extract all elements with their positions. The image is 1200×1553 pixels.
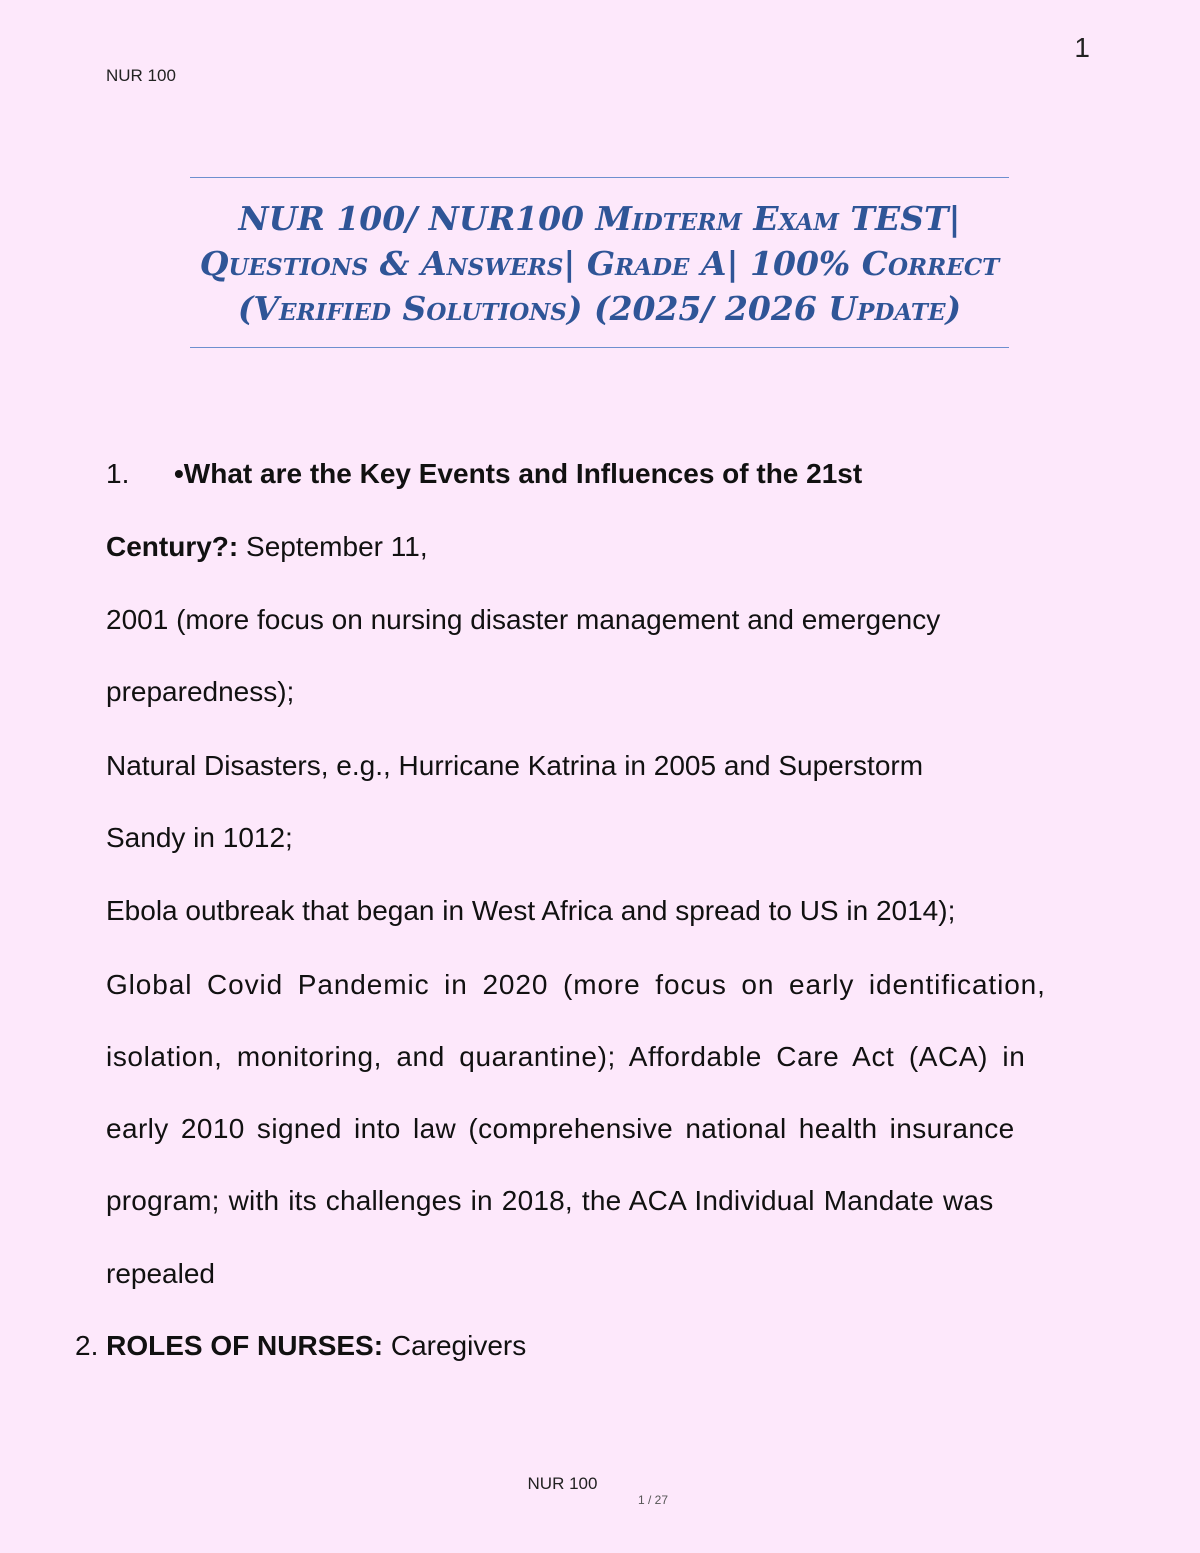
page-indicator: 1 / 27 xyxy=(637,1493,669,1507)
answer-1-line: isolation, monitoring, and quarantine); Affordable Care Act (ACA) in xyxy=(106,1041,1026,1072)
question-1-number: 1. xyxy=(106,458,130,489)
question-1-text: •What are the Key Events and Influences of the 21st xyxy=(174,458,863,489)
title-line-3: (Verified Solutions) (2025/ 2026 Update) xyxy=(237,289,962,328)
answer-1-line: repealed xyxy=(106,1258,215,1289)
question-2-number: 2. xyxy=(75,1330,99,1361)
answer-1-line: Global Covid Pandemic in 2020 (more focus on early identification, xyxy=(106,969,1046,1000)
running-footer: NUR 100 xyxy=(527,1474,598,1493)
answer-2: Caregivers xyxy=(383,1330,527,1361)
answer-1-line: early 2010 signed into law (comprehensive national health insurance xyxy=(106,1113,1015,1144)
answer-1-line: Natural Disasters, e.g., Hurricane Katrina in 2005 and Superstorm xyxy=(106,750,924,781)
question-2-text: ROLES OF NURSES: xyxy=(106,1330,384,1361)
title-bottom-rule xyxy=(190,347,1009,348)
answer-1-line: preparedness); xyxy=(106,676,295,707)
answer-1-line: program; with its challenges in 2018, the ACA Individual Mandate was xyxy=(106,1185,994,1216)
page-number: 1 xyxy=(1074,32,1090,63)
title-top-rule xyxy=(190,177,1009,178)
question-1-text-end: Century?: xyxy=(106,531,239,562)
question-1-continued xyxy=(106,531,428,563)
document-title xyxy=(190,196,1009,331)
title-line-2: Questions & Answers| Grade A| 100% Correct xyxy=(199,244,1000,283)
answer-1-start: September 11, xyxy=(238,531,428,562)
title-line-1: NUR 100/ NUR100 Midterm Exam TEST| xyxy=(238,199,961,238)
answer-1-line: Sandy in 1012; xyxy=(106,822,293,853)
running-header: NUR 100 xyxy=(106,66,176,85)
question-2 xyxy=(75,1330,526,1362)
answer-1-line: Ebola outbreak that began in West Africa and spread to US in 2014); xyxy=(106,895,956,926)
answer-1-line: 2001 (more focus on nursing disaster management and emergency xyxy=(106,604,941,635)
